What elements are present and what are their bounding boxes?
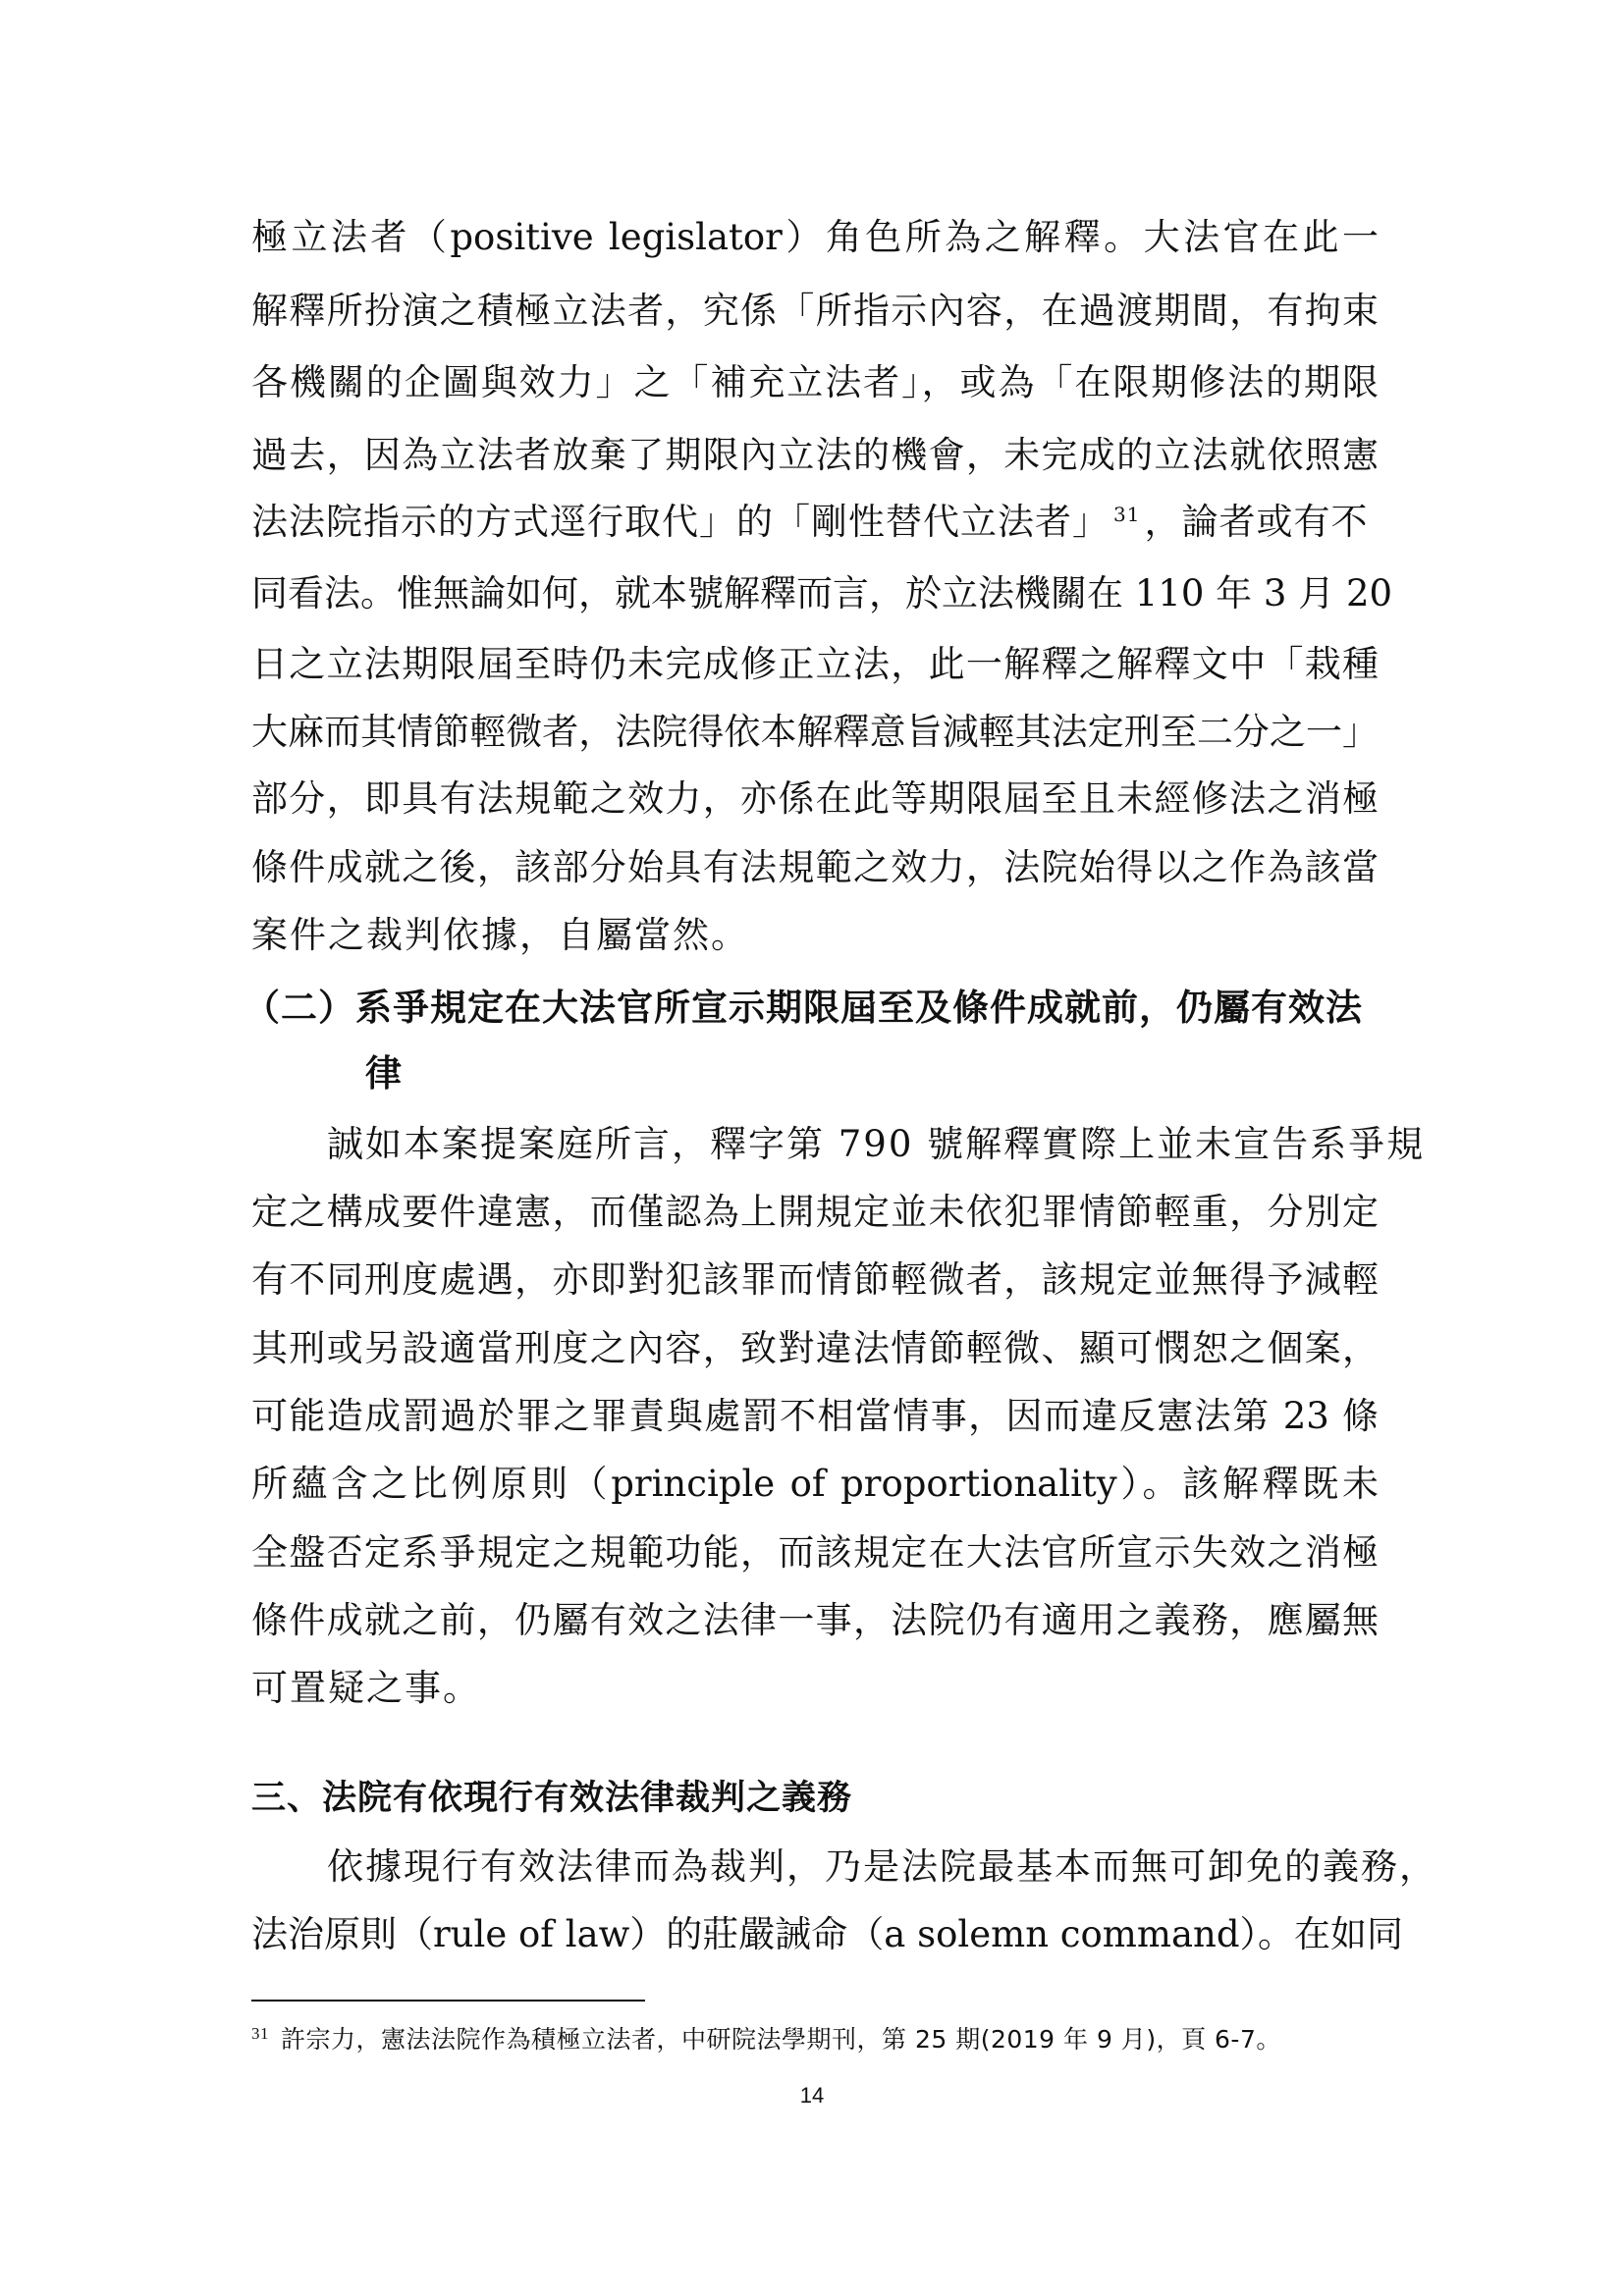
body-line: 全盤否定系爭規定之規範功能，而該規定在大法官所宣示失效之消極: [251, 1531, 1379, 1574]
body-line: 過去，因為立法者放棄了期限內立法的機會，未完成的立法就依照憲: [251, 434, 1379, 476]
page-number: 14: [799, 2083, 825, 2108]
body-line: 可置疑之事。: [251, 1667, 481, 1709]
section-heading-continuation: 律: [365, 1051, 403, 1095]
body-line: 法治原則（rule of law）的莊嚴誡命（a solemn command）。在如同: [251, 1913, 1404, 1955]
body-line: 所蘊含之比例原則（principle of proportionality）。該解釋既未: [251, 1463, 1379, 1505]
footnote-separator: [251, 2000, 645, 2002]
body-line: 案件之裁判依據，自屬當然。: [251, 914, 749, 956]
body-line: 條件成就之前，仍屬有效之法律一事，法院仍有適用之義務，應屬無: [251, 1599, 1379, 1641]
footnote-text: 許宗力，憲法法院作為積極立法者，中研院法學期刊，第 25 期(2019 年 9 月)，頁 6-7。: [281, 2025, 1281, 2054]
body-line: 同看法。惟無論如何，就本號解釋而言，於立法機關在 110 年 3 月 20: [251, 572, 1393, 614]
body-line: 極立法者（positive legislator）角色所為之解釋。大法官在此一: [251, 216, 1379, 258]
body-line: 日之立法期限屆至時仍未完成修正立法，此一解釋之解釋文中「栽種: [251, 643, 1379, 685]
body-line: 定之構成要件違憲，而僅認為上開規定並未依犯罪情節輕重，分別定: [251, 1191, 1379, 1233]
body-line: 條件成就之後，該部分始具有法規範之效力，法院始得以之作為該當: [251, 846, 1379, 888]
body-line: 解釋所扮演之積極立法者，究係「所指示內容，在過渡期間，有拘束: [251, 290, 1379, 332]
body-line: 有不同刑度處遇，亦即對犯該罪而情節輕微者，該規定並無得予減輕: [251, 1258, 1379, 1301]
footnote-number: 31: [251, 2023, 269, 2043]
body-line: 依據現行有效法律而為裁判，乃是法院最基本而無可卸免的義務，: [327, 1845, 1437, 1888]
body-line: 可能造成罰過於罪之罪責與處罰不相當情事，因而違反憲法第 23 條: [251, 1395, 1379, 1437]
body-text: 法法院指示的方式逕行取代」的「剛性替代立法者」: [251, 501, 1110, 543]
section-heading: 三、法院有依現行有效法律裁判之義務: [251, 1778, 853, 1818]
body-line: 其刑或另設適當刑度之內容，致對違法情節輕微、顯可憫恕之個案，: [251, 1327, 1379, 1369]
body-text: ，論者或有不: [1144, 501, 1369, 543]
footnote-reference: 31: [1113, 502, 1141, 526]
body-line: 各機關的企圖與效力」之「補充立法者」，或為「在限期修法的期限: [251, 361, 1379, 403]
body-line: [251, 498, 1368, 547]
body-line: 大麻而其情節輕微者，法院得依本解釋意旨減輕其法定刑至二分之一」: [251, 711, 1379, 753]
footnote: [251, 2022, 1281, 2057]
body-line: 誠如本案提案庭所言，釋字第 790 號解釋實際上並未宣告系爭規: [327, 1123, 1426, 1165]
section-heading: （二）系爭規定在大法官所宣示期限屆至及條件成就前，仍屬有效法: [244, 986, 1363, 1029]
body-line: 部分，即具有法規範之效力，亦係在此等期限屆至且未經修法之消極: [251, 777, 1379, 820]
